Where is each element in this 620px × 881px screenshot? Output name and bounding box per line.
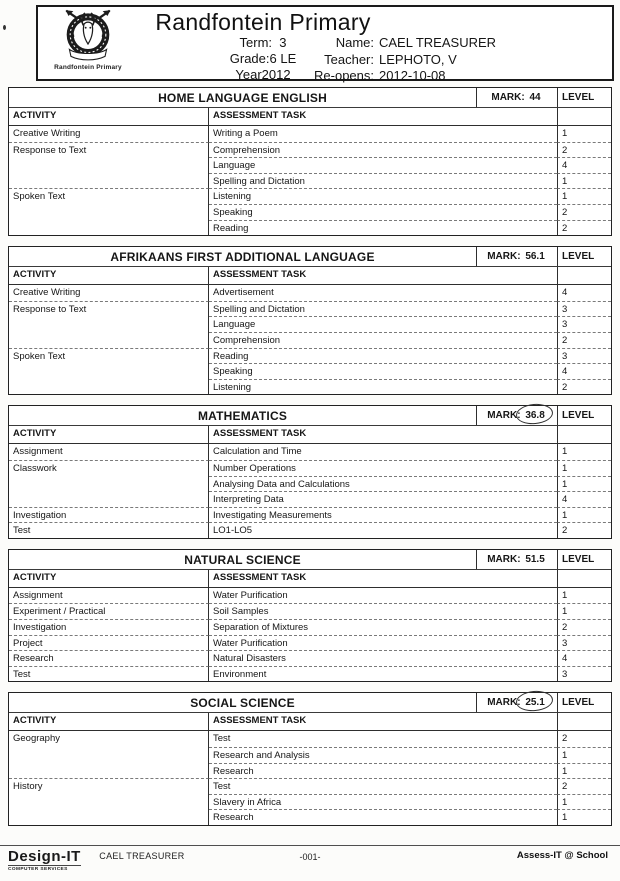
task-cell: Listening: [209, 188, 557, 204]
mark-label: MARK:: [491, 92, 525, 103]
level-cell: 1: [557, 747, 611, 763]
grade-label: Grade:: [229, 51, 270, 66]
designit-logo: [8, 849, 81, 872]
level-cell: 1: [557, 188, 611, 204]
activity-cell: Spoken Text: [9, 348, 209, 364]
subject-header-row: [9, 550, 611, 570]
header-student-info: [268, 35, 496, 85]
level-cell: 3: [557, 635, 611, 651]
level-cell: 4: [557, 491, 611, 507]
task-cell: Separation of Mixtures: [209, 619, 557, 635]
task-cell: Language: [209, 316, 557, 332]
column-header-row: [9, 426, 611, 444]
activity-column-header: ACTIVITY: [9, 570, 209, 587]
task-cell: Reading: [209, 220, 557, 236]
mark-value: 56.1: [525, 251, 545, 263]
crest-caption: Randfontein Primary: [54, 64, 122, 71]
subject-mark: [476, 693, 557, 712]
activity-cell: Experiment / Practical: [9, 603, 209, 619]
table-row: [9, 332, 611, 348]
activity-column-header: ACTIVITY: [9, 108, 209, 125]
name-label: Name:: [335, 35, 374, 50]
task-cell: Test: [209, 778, 557, 794]
activity-cell: [9, 316, 209, 332]
page-number: -001-: [299, 852, 321, 862]
level-cell: 1: [557, 809, 611, 825]
activity-cell: Creative Writing: [9, 126, 209, 142]
level-header-spacer: [557, 108, 611, 125]
table-row: [9, 588, 611, 604]
teacher-name: LEPHOTO, V: [379, 51, 457, 67]
activity-cell: [9, 794, 209, 810]
level-cell: 2: [557, 731, 611, 747]
table-row: [9, 220, 611, 236]
level-cell: 2: [557, 379, 611, 395]
level-cell: 1: [557, 460, 611, 476]
activity-cell: Classwork: [9, 460, 209, 476]
level-cell: 2: [557, 619, 611, 635]
subject-mark: [476, 550, 557, 569]
table-row: [9, 173, 611, 189]
table-body: [9, 285, 611, 394]
report-header: [36, 5, 614, 81]
activity-cell: Test: [9, 666, 209, 682]
activity-cell: [9, 332, 209, 348]
task-column-header: ASSESSMENT TASK: [213, 715, 307, 727]
task-cell: Analysing Data and Calculations: [209, 476, 557, 492]
level-cell: 3: [557, 348, 611, 364]
activity-cell: [9, 379, 209, 395]
table-row: [9, 603, 611, 619]
task-cell: Natural Disasters: [209, 650, 557, 666]
level-header-spacer: [557, 426, 611, 443]
designit-logo-subtext: COMPUTER SERVICES: [8, 867, 68, 872]
student-name: CAEL TREASURER: [379, 35, 497, 50]
subject-title: SOCIAL SCIENCE: [190, 696, 295, 711]
activity-cell: Research: [9, 650, 209, 666]
task-cell: Advertisement: [213, 287, 274, 299]
teacher-label: Teacher:: [324, 51, 374, 67]
mark-label: MARK:: [487, 697, 521, 709]
level-cell: 1: [557, 126, 611, 142]
task-cell: Comprehension: [209, 142, 557, 158]
task-cell: Water Purification: [209, 635, 557, 651]
grade-value: 6 LE: [269, 51, 297, 66]
level-cell: 1: [557, 763, 611, 779]
level-cell: 4: [557, 285, 611, 301]
mark-value: 44: [529, 92, 541, 103]
subject-title: NATURAL SCIENCE: [184, 552, 301, 567]
table-row: [9, 460, 611, 476]
task-cell: Test: [213, 733, 231, 745]
level-cell: 2: [557, 220, 611, 236]
level-cell: 1: [557, 603, 611, 619]
level-cell: 4: [557, 650, 611, 666]
level-cell: 1: [557, 476, 611, 492]
level-cell: 3: [557, 316, 611, 332]
table-body: [9, 588, 611, 682]
subject-table-afrikaans-first-additional-language: [8, 246, 612, 395]
subject-mark: [476, 247, 557, 266]
year-value: 2012: [261, 67, 291, 82]
task-cell: Research: [209, 809, 557, 825]
level-cell: 1: [557, 444, 611, 460]
table-row: [9, 204, 611, 220]
level-cell: 2: [557, 204, 611, 220]
level-cell: 4: [557, 363, 611, 379]
level-cell: 2: [557, 778, 611, 794]
activity-cell: Response to Text: [9, 142, 209, 158]
task-cell: Spelling and Dictation: [209, 301, 557, 317]
activity-cell: [9, 204, 209, 220]
activity-cell: Assignment: [9, 588, 209, 604]
activity-cell: Test: [9, 522, 209, 538]
mark-value: 51.5: [525, 553, 545, 565]
scan-artifact: [3, 25, 6, 30]
column-header-row: [9, 570, 611, 588]
activity-column-header: ACTIVITY: [9, 426, 209, 443]
task-column-header: ASSESSMENT TASK: [213, 110, 307, 121]
level-cell: 3: [557, 666, 611, 682]
task-cell: Investigating Measurements: [209, 507, 557, 523]
activity-column-header: ACTIVITY: [9, 267, 209, 284]
subject-title: HOME LANGUAGE ENGLISH: [158, 91, 327, 105]
task-cell: Speaking: [209, 363, 557, 379]
school-name: Randfontein Primary: [155, 9, 371, 35]
task-cell: Spelling and Dictation: [209, 173, 557, 189]
task-cell: LO1-LO5: [209, 522, 557, 538]
activity-cell: [9, 809, 209, 825]
task-cell: Interpreting Data: [209, 491, 557, 507]
subject-header-row: [9, 406, 611, 426]
designit-logo-text: Design-IT: [8, 848, 81, 865]
activity-cell: [9, 173, 209, 189]
level-cell: 1: [557, 173, 611, 189]
reopens-date: 2012-10-08: [379, 68, 446, 83]
activity-cell: History: [9, 778, 209, 794]
activity-cell: Geography: [9, 731, 209, 747]
subject-table-social-science: [8, 692, 612, 826]
activity-cell: Investigation: [9, 507, 209, 523]
task-column-header: ASSESSMENT TASK: [213, 428, 307, 440]
task-cell: Writing a Poem: [213, 128, 278, 139]
table-row: [9, 444, 611, 460]
term-label: Term:: [239, 35, 273, 50]
table-row: [9, 522, 611, 538]
subject-mark: [476, 88, 557, 107]
table-body: [9, 126, 611, 235]
subject-header-row: [9, 88, 611, 108]
level-cell: 3: [557, 301, 611, 317]
task-cell: Language: [209, 157, 557, 173]
reopens-label: Re-opens:: [314, 68, 374, 83]
level-cell: 1: [557, 794, 611, 810]
task-cell: Reading: [209, 348, 557, 364]
task-cell: Research and Analysis: [209, 747, 557, 763]
task-cell: Environment: [209, 666, 557, 682]
mark-label: MARK:: [487, 553, 521, 565]
activity-cell: Creative Writing: [9, 285, 209, 301]
table-row: [9, 188, 611, 204]
task-cell: Calculation and Time: [213, 446, 302, 458]
table-row: [9, 778, 611, 794]
task-cell: Listening: [209, 379, 557, 395]
mark-label: MARK:: [487, 410, 521, 422]
subject-table-mathematics: [8, 405, 612, 539]
level-cell: 2: [557, 332, 611, 348]
task-column-header: ASSESSMENT TASK: [213, 269, 307, 281]
table-row: [9, 619, 611, 635]
table-row: [9, 157, 611, 173]
task-cell: Research: [209, 763, 557, 779]
mark-label: MARK:: [487, 251, 521, 263]
subject-header-row: [9, 247, 611, 267]
level-column-header: LEVEL: [557, 406, 611, 425]
table-row: [9, 301, 611, 317]
mark-value: 25.1: [525, 697, 545, 709]
activity-column-header: ACTIVITY: [9, 713, 209, 730]
year-label: Year: [235, 67, 262, 82]
subject-header-row: [9, 693, 611, 713]
activity-cell: Investigation: [9, 619, 209, 635]
table-row: [9, 316, 611, 332]
footer-row: [0, 846, 620, 879]
task-cell: Soil Samples: [209, 603, 557, 619]
table-row: [9, 731, 611, 747]
column-header-row: [9, 108, 611, 126]
table-body: [9, 444, 611, 538]
mark-value: 36.8: [525, 410, 545, 422]
level-column-header: LEVEL: [557, 247, 611, 266]
term-value: 3: [279, 35, 287, 50]
table-row: [9, 285, 611, 301]
student-name-footer: CAEL TREASURER: [99, 851, 185, 861]
level-header-spacer: [557, 570, 611, 587]
subject-table-home-language-english: [8, 87, 612, 236]
activity-cell: [9, 491, 209, 507]
activity-cell: Response to Text: [9, 301, 209, 317]
column-header-row: [9, 713, 611, 731]
level-header-spacer: [557, 713, 611, 730]
level-cell: 2: [557, 522, 611, 538]
table-row: [9, 763, 611, 779]
column-header-row: [9, 267, 611, 285]
task-cell: Slavery in Africa: [209, 794, 557, 810]
table-row: [9, 491, 611, 507]
table-row: [9, 650, 611, 666]
task-cell: Speaking: [209, 204, 557, 220]
table-row: [9, 348, 611, 364]
subject-mark: [476, 406, 557, 425]
subject-title: MATHEMATICS: [197, 409, 288, 424]
level-cell: 4: [557, 157, 611, 173]
table-row: [9, 507, 611, 523]
activity-cell: [9, 157, 209, 173]
activity-cell: [9, 747, 209, 763]
table-row: [9, 747, 611, 763]
task-cell: Number Operations: [209, 460, 557, 476]
level-column-header: LEVEL: [557, 88, 611, 107]
activity-cell: [9, 763, 209, 779]
table-row: [9, 363, 611, 379]
task-column-header: ASSESSMENT TASK: [213, 571, 307, 583]
level-column-header: LEVEL: [557, 693, 611, 712]
activity-cell: [9, 220, 209, 236]
level-cell: 1: [557, 588, 611, 604]
table-row: [9, 379, 611, 395]
activity-cell: [9, 363, 209, 379]
table-row: [9, 126, 611, 142]
subject-table-natural-science: [8, 549, 612, 683]
activity-cell: [9, 476, 209, 492]
table-row: [9, 666, 611, 682]
table-row: [9, 142, 611, 158]
page-footer: [0, 845, 620, 879]
table-row: [9, 794, 611, 810]
level-cell: 1: [557, 507, 611, 523]
level-column-header: LEVEL: [557, 550, 611, 569]
task-cell: Comprehension: [209, 332, 557, 348]
subject-title: AFRIKAANS FIRST ADDITIONAL LANGUAGE: [110, 250, 375, 265]
table-row: [9, 476, 611, 492]
table-row: [9, 809, 611, 825]
activity-cell: Project: [9, 635, 209, 651]
level-header-spacer: [557, 267, 611, 284]
level-cell: 2: [557, 142, 611, 158]
table-body: [9, 731, 611, 825]
table-row: [9, 635, 611, 651]
activity-cell: Assignment: [9, 444, 209, 460]
footer-right-text: Assess-IT @ School: [516, 850, 608, 861]
activity-cell: Spoken Text: [9, 188, 209, 204]
task-cell: Water Purification: [213, 589, 288, 601]
